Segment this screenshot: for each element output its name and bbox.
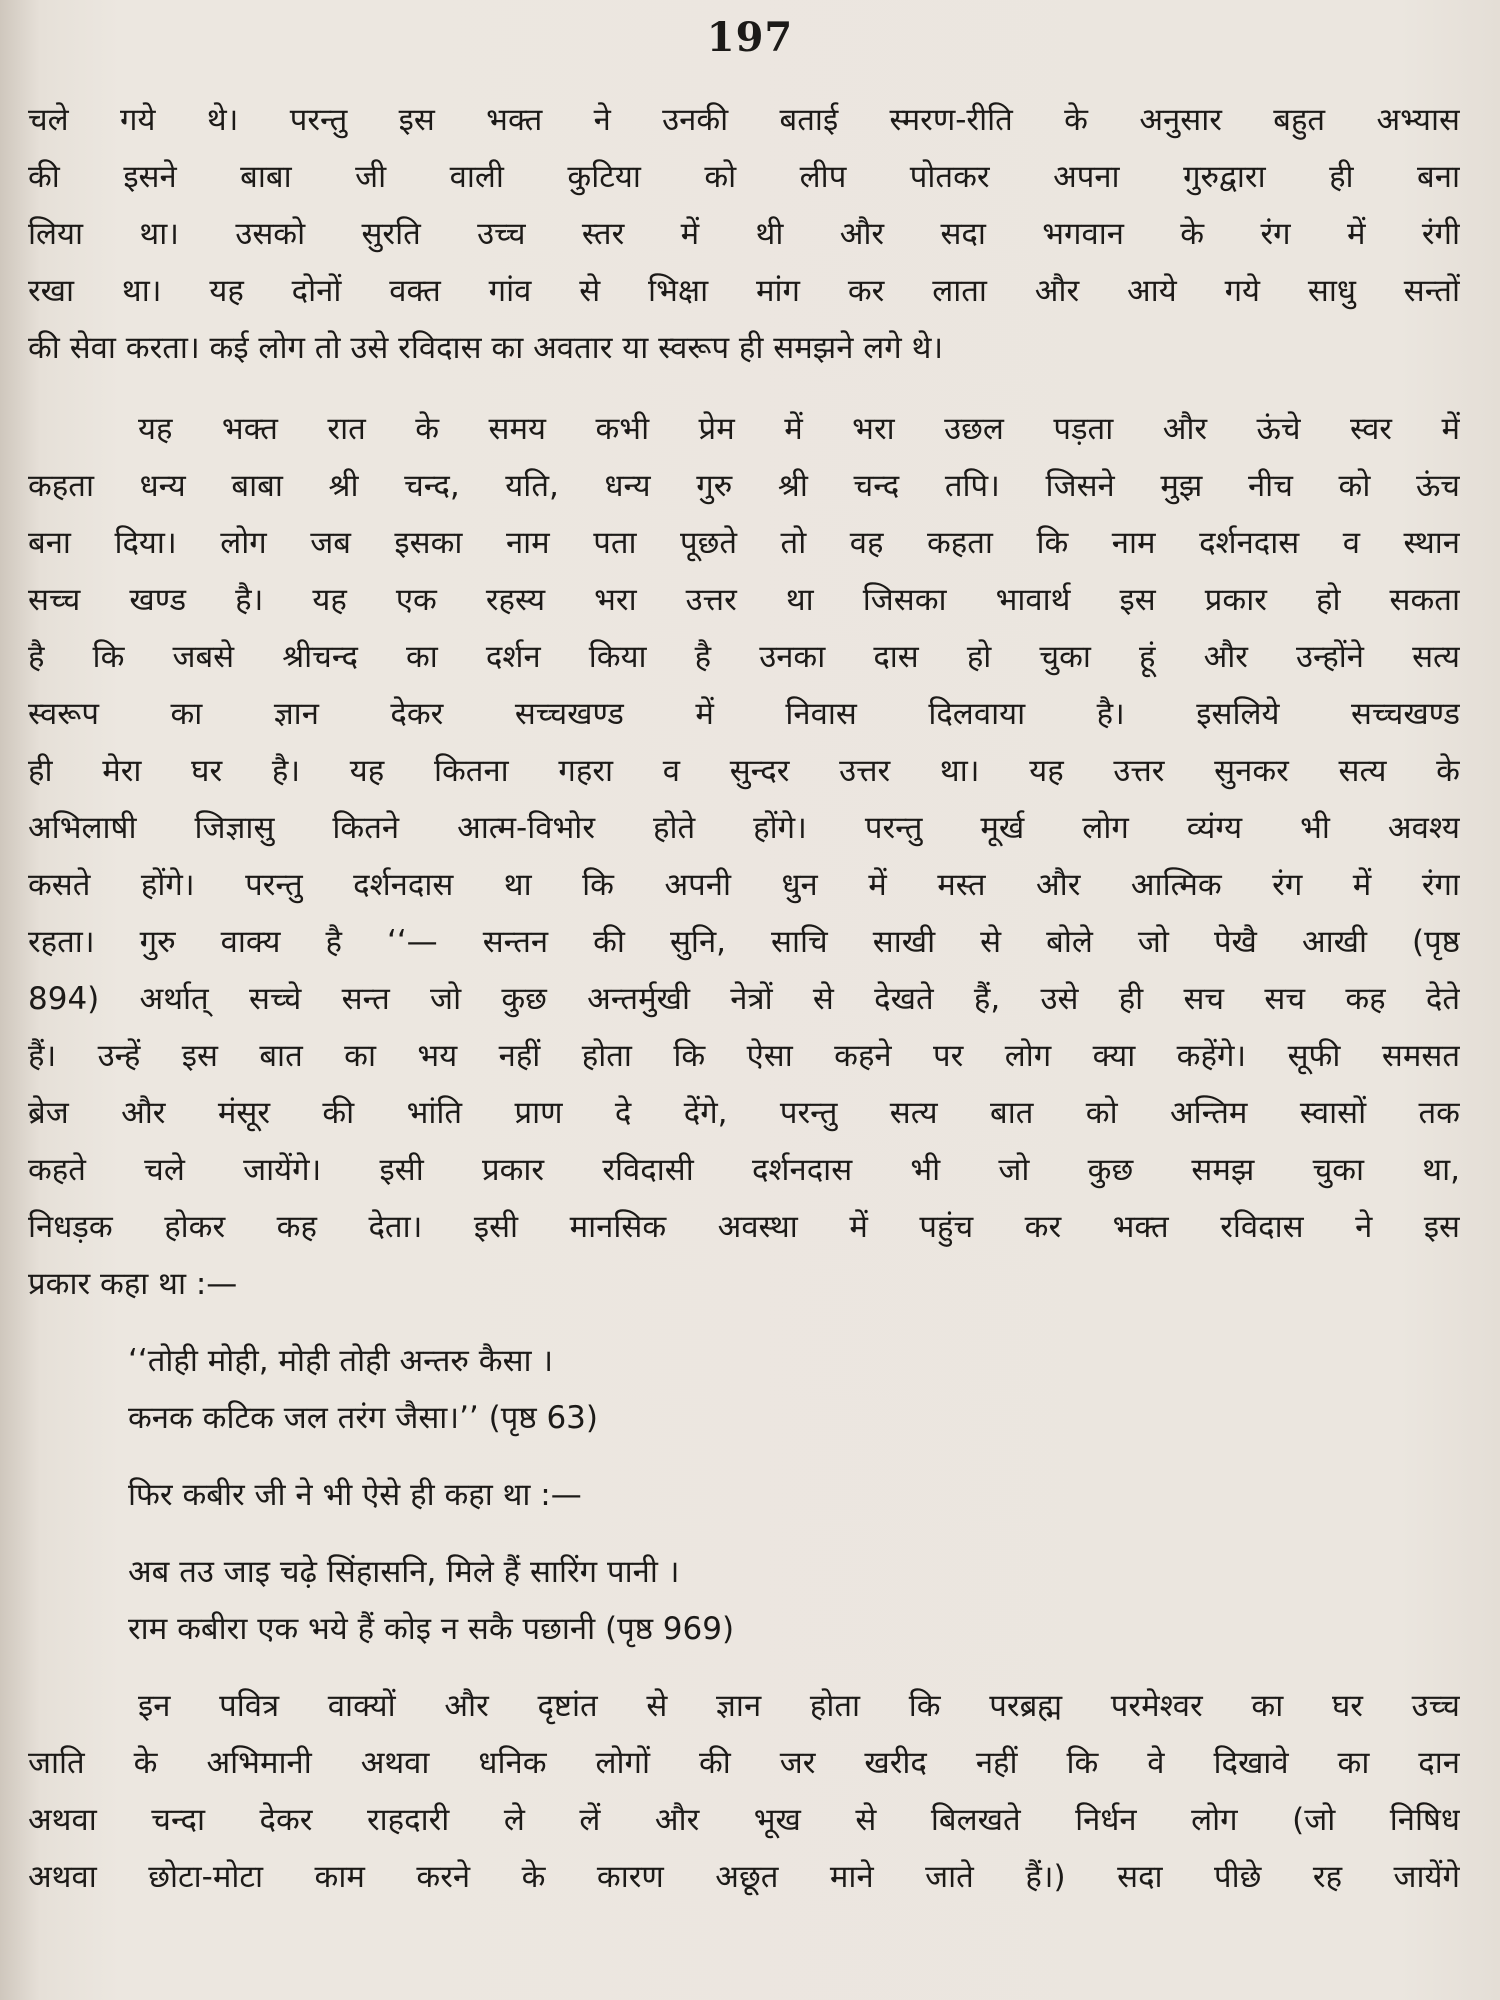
text-line: की इसने बाबा जी वाली कुटिया को लीप पोतकर अपना गुरुद्वारा ही बना [28,159,1460,195]
text-line: स्वरूप का ज्ञान देकर सच्चखण्ड में निवास दिलवाया है। इसलिये सच्चखण्ड [28,696,1460,732]
text-line: चले गये थे। परन्तु इस भक्त ने उनकी बताई स्मरण-रीति के अनुसार बहुत अभ्यास [28,102,1460,138]
text-line: निधड़क होकर कह देता। इसी मानसिक अवस्था में पहुंच कर भक्त रविदास ने इस [28,1209,1460,1245]
text-line: रहता। गुरु वाक्य है ‘‘— सन्तन की सुनि, साचि साखी से बोले जो पेखै आखी (पृष्ठ [28,924,1460,960]
text-line: सच्च खण्ड है। यह एक रहस्य भरा उत्तर था जिसका भावार्थ इस प्रकार हो सकता [28,582,1460,618]
text-line: कसते होंगे। परन्तु दर्शनदास था कि अपनी धुन में मस्त और आत्मिक रंग में रंगा [28,867,1460,903]
verse-ravidas [28,1333,1460,1447]
text-line: अभिलाषी जिज्ञासु कितने आत्म-विभोर होते होंगे। परन्तु मूर्ख लोग व्यंग्य भी अवश्य [28,810,1460,846]
text-line: जाति के अभिमानी अथवा धनिक लोगों की जर खरीद नहीं कि वे दिखावे का दान [28,1745,1460,1781]
text-line: 894) अर्थात् सच्चे सन्त जो कुछ अन्तर्मुखी नेत्रों से देखते हैं, उसे ही सच सच कह देते [28,981,1460,1017]
paragraph-2 [28,401,1460,1313]
text-line: ही मेरा घर है। यह कितना गहरा व सुन्दर उत्तर था। यह उत्तर सुनकर सत्य के [28,753,1460,789]
page-number: 197 [706,14,794,61]
text-line: है कि जबसे श्रीचन्द का दर्शन किया है उनका दास हो चुका हूं और उन्होंने सत्य [28,639,1460,675]
text-line: अथवा छोटा-मोटा काम करने के कारण अछूत माने जाते हैं।) सदा पीछे रह जायेंगे [28,1859,1460,1895]
text-line: अथवा चन्दा देकर राहदारी ले लें और भूख से बिलखते निर्धन लोग (जो निषिध [28,1802,1460,1838]
text-line: बना दिया। लोग जब इसका नाम पता पूछते तो वह कहता कि नाम दर्शनदास व स्थान [28,525,1460,561]
text-line: की सेवा करता। कई लोग तो उसे रविदास का अवतार या स्वरूप ही समझने लगे थे। [28,330,944,366]
paragraph-3 [28,1678,1460,1906]
text-line: कहते चले जायेंगे। इसी प्रकार रविदासी दर्शनदास भी जो कुछ समझ चुका था, [28,1152,1460,1188]
text-line: इन पवित्र वाक्यों और दृष्टांत से ज्ञान होता कि परब्रह्म परमेश्वर का घर उच्च [138,1688,1460,1724]
verse-line: राम कबीरा एक भये हैं कोइ न सकै पछानी (पृष्ठ 969) [128,1611,735,1647]
text-line: ब्रेज और मंसूर की भांति प्राण दे देंगे, परन्तु सत्य बात को अन्तिम स्वासों तक [28,1095,1460,1131]
verse-line: ‘‘तोही मोही, मोही तोही अन्तरु कैसा । [128,1343,554,1379]
text-line: प्रकार कहा था :— [28,1266,238,1302]
verse-intro: फिर कबीर जी ने भी ऐसे ही कहा था :— [128,1477,582,1513]
text-line: कहता धन्य बाबा श्री चन्द, यति, धन्य गुरु श्री चन्द तपि। जिसने मुझ नीच को ऊंच [28,468,1460,504]
text-line: हैं। उन्हें इस बात का भय नहीं होता कि ऐसा कहने पर लोग क्या कहेंगे। सूफी समसत [28,1038,1460,1074]
text-line: यह भक्त रात के समय कभी प्रेम में भरा उछल पड़ता और ऊंचे स्वर में [138,411,1460,447]
verse-kabir [28,1544,1460,1658]
text-line: रखा था। यह दोनों वक्त गांव से भिक्षा मांग कर लाता और आये गये साधु सन्तों [28,273,1460,309]
text-line: लिया था। उसको सुरति उच्च स्तर में थी और सदा भगवान के रंग में रंगी [28,216,1460,252]
verse-line: कनक कटिक जल तरंग जैसा।’’ (पृष्ठ 63) [128,1400,598,1436]
paragraph-1 [28,92,1460,377]
body-text [28,92,1460,1906]
verse-line: अब तउ जाइ चढ़े सिंहासनि, मिले हैं सारिंग पानी । [128,1554,680,1590]
